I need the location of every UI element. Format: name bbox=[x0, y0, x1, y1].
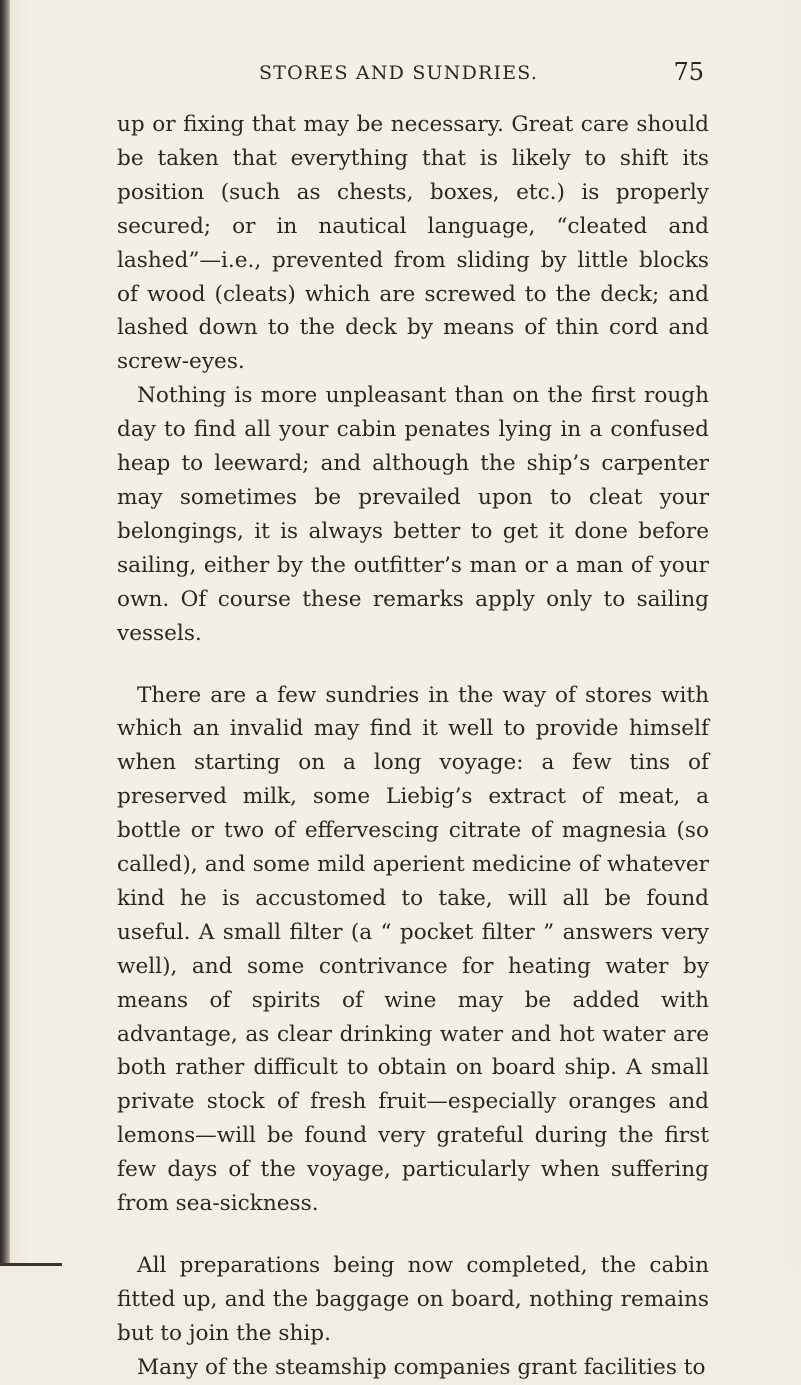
running-head: STORES AND SUNDRIES. bbox=[259, 62, 539, 84]
paragraph-preparations: All preparations being now completed, the cabin fitted up, and the baggage on board, nothing remains but to join the ship. bbox=[117, 1253, 709, 1346]
paragraph-continued: up or fixing that may be necessary. Great care should be taken that everything that is likely to shift its position (such as chests, boxes, etc.) is properly secured; or in nautical language, “cleated and lashed”—i.e., prevented from sliding by little blocks of wood (cleats) which are screwed to the deck; and lashed down to the deck by means of thin cord and screw-eyes. bbox=[117, 112, 709, 375]
section-gap bbox=[117, 651, 709, 679]
section-gap bbox=[117, 1221, 709, 1249]
paragraph-penates: Nothing is more unpleasant than on the first rough day to find all your cabin penates lying in a confused heap to leeward; and although the ship’s carpenter may sometimes be prevailed upon to cleat your belongings, it is always better to get it done before sailing, either by the outfitter’s man or a man of your own. Of course these remarks apply only to sailing vessels. bbox=[117, 383, 709, 646]
paragraph-steamship: Many of the steamship companies grant facilities to bbox=[137, 1354, 706, 1380]
book-gutter-shadow bbox=[0, 0, 10, 1266]
page-number: 75 bbox=[673, 58, 704, 86]
body-text bbox=[117, 108, 709, 1385]
paragraph-sundries: There are a few sundries in the way of stores with which an invalid may find it well to provide himself when starting on a long voyage: a few tins of preserved milk, some Liebig’s extract of meat, a bottle or two of effervescing citrate of magnesia (so called), and some mild aperient medicine of whatever kind he is accustomed to take, will all be found useful. A small filter (a “ pocket filter ” answers very well), and some contrivance for heating water by means of spirits of wine may be added with advantage, as clear drinking water and hot water are both rather difficult to obtain on board ship. A small private stock of fresh fruit—especially oranges and lemons—will be found very grateful during the first few days of the voyage, particularly when suffering from sea-sickness. bbox=[117, 682, 709, 1217]
page-header bbox=[118, 58, 704, 92]
